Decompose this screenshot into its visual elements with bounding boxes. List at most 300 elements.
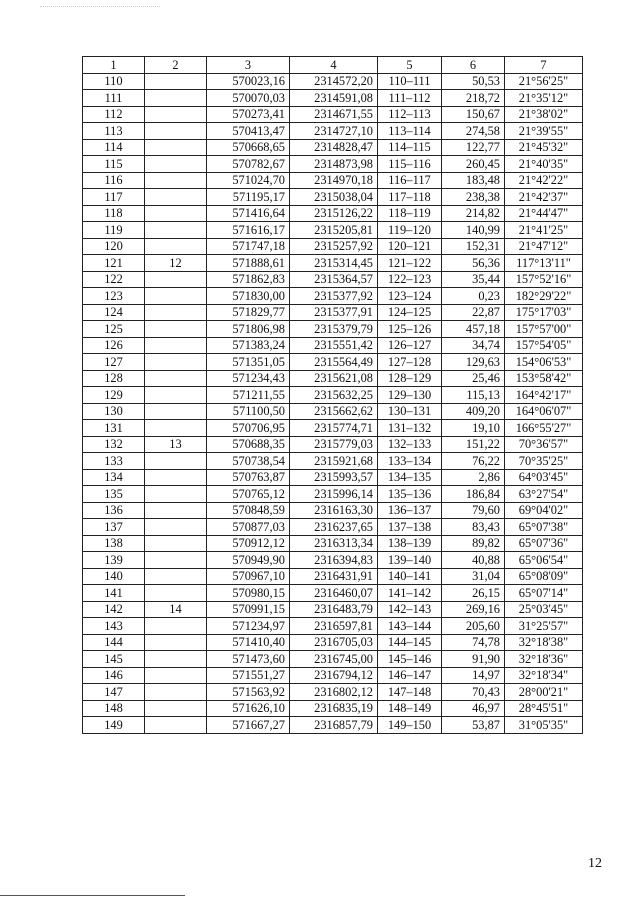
table-row [83,667,583,684]
cell-point-number: 146 [83,667,145,684]
cell-x-coordinate: 571551,27 [207,667,290,684]
cell-x-coordinate: 570413,47 [207,123,290,140]
cell-direction-angle: 21°47'12" [505,238,583,255]
cell-x-coordinate: 571351,05 [207,354,290,371]
cell-length: 91,90 [442,651,505,668]
cell-x-coordinate: 570967,10 [207,568,290,585]
cell-section-number [145,667,207,684]
cell-point-number: 120 [83,238,145,255]
cell-direction-angle: 21°39'55" [505,123,583,140]
cell-point-number: 126 [83,337,145,354]
cell-length: 214,82 [442,205,505,222]
table-row [83,717,583,734]
table-row [83,370,583,387]
cell-x-coordinate: 571862,83 [207,271,290,288]
cell-section-number [145,205,207,222]
cell-y-coordinate: 2315377,91 [290,304,378,321]
cell-point-number: 124 [83,304,145,321]
cell-length: 2,86 [442,469,505,486]
table-row [83,568,583,585]
cell-y-coordinate: 2314873,98 [290,156,378,173]
table-row [83,387,583,404]
cell-section-number [145,717,207,734]
cell-y-coordinate: 2316835,19 [290,700,378,717]
cell-point-number: 139 [83,552,145,569]
cell-direction-angle: 32°18'34" [505,667,583,684]
cell-section-number [145,519,207,536]
cell-direction-angle: 153°58'42" [505,370,583,387]
header-row [83,57,583,74]
cell-segment: 132–133 [378,436,442,453]
table-row [83,172,583,189]
cell-length: 19,10 [442,420,505,437]
cell-segment: 127–128 [378,354,442,371]
table-row [83,420,583,437]
cell-direction-angle: 157°52'16" [505,271,583,288]
cell-y-coordinate: 2316745,00 [290,651,378,668]
cell-segment: 131–132 [378,420,442,437]
cell-point-number: 128 [83,370,145,387]
table-row [83,700,583,717]
cell-segment: 136–137 [378,502,442,519]
cell-length: 151,22 [442,436,505,453]
table-row [83,453,583,470]
cell-section-number [145,222,207,239]
cell-segment: 116–117 [378,172,442,189]
cell-direction-angle: 70°35'25" [505,453,583,470]
cell-length: 14,97 [442,667,505,684]
cell-point-number: 129 [83,387,145,404]
cell-direction-angle: 154°06'53" [505,354,583,371]
cell-section-number [145,634,207,651]
cell-y-coordinate: 2315621,08 [290,370,378,387]
cell-section-number [145,486,207,503]
cell-x-coordinate: 570980,15 [207,585,290,602]
cell-length: 122,77 [442,139,505,156]
cell-segment: 137–138 [378,519,442,536]
cell-length: 457,18 [442,321,505,338]
cell-point-number: 136 [83,502,145,519]
cell-section-number [145,189,207,206]
cell-point-number: 125 [83,321,145,338]
cell-x-coordinate: 571473,60 [207,651,290,668]
cell-length: 70,43 [442,684,505,701]
cell-y-coordinate: 2314572,20 [290,73,378,90]
cell-section-number [145,684,207,701]
cell-length: 238,38 [442,189,505,206]
cell-y-coordinate: 2315921,68 [290,453,378,470]
cell-section-number [145,700,207,717]
cell-point-number: 122 [83,271,145,288]
cell-length: 31,04 [442,568,505,585]
cell-point-number: 135 [83,486,145,503]
cell-length: 76,22 [442,453,505,470]
header-cell-x: 3 [207,57,290,74]
cell-y-coordinate: 2314828,47 [290,139,378,156]
table-row [83,73,583,90]
cell-segment: 129–130 [378,387,442,404]
cell-segment: 111–112 [378,90,442,107]
cell-x-coordinate: 571563,92 [207,684,290,701]
cell-x-coordinate: 570912,12 [207,535,290,552]
cell-section-number [145,354,207,371]
table-row [83,684,583,701]
cell-direction-angle: 32°18'36" [505,651,583,668]
cell-y-coordinate: 2315662,62 [290,403,378,420]
cell-section-number [145,469,207,486]
cell-y-coordinate: 2315564,49 [290,354,378,371]
cell-y-coordinate: 2315377,92 [290,288,378,305]
cell-x-coordinate: 571616,17 [207,222,290,239]
cell-point-number: 115 [83,156,145,173]
cell-point-number: 121 [83,255,145,272]
cell-segment: 112–113 [378,106,442,123]
cell-point-number: 123 [83,288,145,305]
cell-segment: 139–140 [378,552,442,569]
cell-segment: 142–143 [378,601,442,618]
cell-section-number [145,288,207,305]
cell-x-coordinate: 571195,17 [207,189,290,206]
cell-direction-angle: 164°06'07" [505,403,583,420]
cell-x-coordinate: 571806,98 [207,321,290,338]
cell-direction-angle: 65°07'38" [505,519,583,536]
cell-length: 50,53 [442,73,505,90]
table-row [83,90,583,107]
cell-segment: 128–129 [378,370,442,387]
cell-point-number: 111 [83,90,145,107]
cell-length: 56,36 [442,255,505,272]
cell-segment: 120–121 [378,238,442,255]
cell-y-coordinate: 2314970,18 [290,172,378,189]
cell-point-number: 117 [83,189,145,206]
cell-direction-angle: 157°57'00" [505,321,583,338]
cell-point-number: 142 [83,601,145,618]
table-row [83,502,583,519]
cell-length: 115,13 [442,387,505,404]
cell-section-number [145,568,207,585]
cell-x-coordinate: 571383,24 [207,337,290,354]
table-row [83,288,583,305]
table-row [83,469,583,486]
cell-section-number [145,403,207,420]
cell-length: 74,78 [442,634,505,651]
cell-direction-angle: 175°17'03" [505,304,583,321]
cell-direction-angle: 25°03'45" [505,601,583,618]
cell-y-coordinate: 2315996,14 [290,486,378,503]
cell-section-number [145,618,207,635]
cell-length: 260,45 [442,156,505,173]
cell-segment: 118–119 [378,205,442,222]
cell-direction-angle: 28°00'21" [505,684,583,701]
cell-point-number: 140 [83,568,145,585]
cell-direction-angle: 63°27'54" [505,486,583,503]
cell-section-number [145,106,207,123]
table-header [83,57,583,74]
cell-segment: 117–118 [378,189,442,206]
cell-point-number: 141 [83,585,145,602]
table-row [83,123,583,140]
cell-direction-angle: 21°45'32" [505,139,583,156]
cell-segment: 122–123 [378,271,442,288]
cell-x-coordinate: 571829,77 [207,304,290,321]
cell-x-coordinate: 570877,03 [207,519,290,536]
cell-direction-angle: 69°04'02" [505,502,583,519]
cell-y-coordinate: 2315314,45 [290,255,378,272]
cell-section-number: 13 [145,436,207,453]
cell-y-coordinate: 2316802,12 [290,684,378,701]
cell-y-coordinate: 2315774,71 [290,420,378,437]
cell-segment: 140–141 [378,568,442,585]
cell-length: 53,87 [442,717,505,734]
cell-x-coordinate: 571024,70 [207,172,290,189]
cell-section-number [145,73,207,90]
cell-x-coordinate: 570023,16 [207,73,290,90]
cell-section-number [145,387,207,404]
table-row [83,552,583,569]
cell-point-number: 144 [83,634,145,651]
table-row [83,238,583,255]
cell-y-coordinate: 2316237,65 [290,519,378,536]
table-row [83,519,583,536]
cell-point-number: 127 [83,354,145,371]
cell-direction-angle: 21°41'25" [505,222,583,239]
cell-length: 83,43 [442,519,505,536]
cell-length: 205,60 [442,618,505,635]
cell-point-number: 110 [83,73,145,90]
cell-x-coordinate: 570706,95 [207,420,290,437]
cell-point-number: 119 [83,222,145,239]
cell-direction-angle: 21°42'22" [505,172,583,189]
table-body [83,73,583,733]
cell-x-coordinate: 571888,61 [207,255,290,272]
cell-x-coordinate: 570848,59 [207,502,290,519]
cell-y-coordinate: 2315205,81 [290,222,378,239]
cell-length: 186,84 [442,486,505,503]
cell-segment: 113–114 [378,123,442,140]
cell-direction-angle: 31°25'57" [505,618,583,635]
cell-segment: 147–148 [378,684,442,701]
cell-length: 0,23 [442,288,505,305]
cell-segment: 141–142 [378,585,442,602]
cell-y-coordinate: 2315779,03 [290,436,378,453]
cell-point-number: 130 [83,403,145,420]
cell-point-number: 131 [83,420,145,437]
cell-segment: 115–116 [378,156,442,173]
table-row [83,436,583,453]
cell-x-coordinate: 570688,35 [207,436,290,453]
cell-segment: 149–150 [378,717,442,734]
cell-point-number: 143 [83,618,145,635]
cell-x-coordinate: 571100,50 [207,403,290,420]
cell-x-coordinate: 571667,27 [207,717,290,734]
cell-y-coordinate: 2316483,79 [290,601,378,618]
cell-y-coordinate: 2315379,79 [290,321,378,338]
table-row [83,106,583,123]
cell-segment: 133–134 [378,453,442,470]
cell-length: 150,67 [442,106,505,123]
cell-length: 79,60 [442,502,505,519]
cell-x-coordinate: 570273,41 [207,106,290,123]
cell-y-coordinate: 2316794,12 [290,667,378,684]
cell-point-number: 145 [83,651,145,668]
cell-length: 25,46 [442,370,505,387]
cell-x-coordinate: 570765,12 [207,486,290,503]
cell-segment: 119–120 [378,222,442,239]
cell-y-coordinate: 2316597,81 [290,618,378,635]
cell-section-number [145,585,207,602]
cell-y-coordinate: 2315551,42 [290,337,378,354]
table-row [83,304,583,321]
cell-section-number [145,238,207,255]
cell-length: 183,48 [442,172,505,189]
cell-direction-angle: 32°18'38" [505,634,583,651]
cell-direction-angle: 21°42'37" [505,189,583,206]
cell-direction-angle: 31°05'35" [505,717,583,734]
cell-length: 140,99 [442,222,505,239]
cell-y-coordinate: 2314591,08 [290,90,378,107]
cell-direction-angle: 157°54'05" [505,337,583,354]
cell-section-number [145,502,207,519]
cell-x-coordinate: 570070,03 [207,90,290,107]
cell-y-coordinate: 2315632,25 [290,387,378,404]
cell-segment: 110–111 [378,73,442,90]
cell-direction-angle: 64°03'45" [505,469,583,486]
cell-direction-angle: 117°13'11" [505,255,583,272]
cell-x-coordinate: 571234,97 [207,618,290,635]
cell-segment: 126–127 [378,337,442,354]
cell-section-number [145,90,207,107]
cell-section-number [145,535,207,552]
cell-x-coordinate: 571416,64 [207,205,290,222]
coordinates-table [82,56,583,734]
cell-length: 129,63 [442,354,505,371]
header-cell-section: 2 [145,57,207,74]
cell-x-coordinate: 571410,40 [207,634,290,651]
cell-direction-angle: 28°45'51" [505,700,583,717]
table-row [83,354,583,371]
cell-length: 34,74 [442,337,505,354]
cell-length: 22,87 [442,304,505,321]
cell-segment: 134–135 [378,469,442,486]
cell-y-coordinate: 2315126,22 [290,205,378,222]
cell-segment: 130–131 [378,403,442,420]
cell-x-coordinate: 571747,18 [207,238,290,255]
cell-y-coordinate: 2316857,79 [290,717,378,734]
cell-segment: 138–139 [378,535,442,552]
cell-section-number [145,304,207,321]
table-row [83,271,583,288]
table-row [83,139,583,156]
table-row [83,189,583,206]
table-row [83,651,583,668]
header-cell-point: 1 [83,57,145,74]
cell-direction-angle: 164°42'17" [505,387,583,404]
cell-y-coordinate: 2316313,34 [290,535,378,552]
cell-x-coordinate: 571830,00 [207,288,290,305]
cell-point-number: 118 [83,205,145,222]
table-row [83,618,583,635]
cell-x-coordinate: 571211,55 [207,387,290,404]
cell-section-number: 12 [145,255,207,272]
cell-length: 409,20 [442,403,505,420]
cell-point-number: 137 [83,519,145,536]
cell-y-coordinate: 2316163,30 [290,502,378,519]
cell-direction-angle: 65°07'36" [505,535,583,552]
cell-segment: 146–147 [378,667,442,684]
cell-y-coordinate: 2316705,03 [290,634,378,651]
cell-section-number: 14 [145,601,207,618]
cell-direction-angle: 65°06'54" [505,552,583,569]
cell-section-number [145,172,207,189]
cell-direction-angle: 21°40'35" [505,156,583,173]
cell-direction-angle: 21°44'47" [505,205,583,222]
cell-length: 274,58 [442,123,505,140]
cell-section-number [145,651,207,668]
cell-point-number: 149 [83,717,145,734]
cell-length: 35,44 [442,271,505,288]
header-cell-segment: 5 [378,57,442,74]
cell-segment: 121–122 [378,255,442,272]
cell-x-coordinate: 570668,65 [207,139,290,156]
cell-segment: 145–146 [378,651,442,668]
cell-point-number: 132 [83,436,145,453]
cell-point-number: 148 [83,700,145,717]
cell-y-coordinate: 2316431,91 [290,568,378,585]
cell-segment: 114–115 [378,139,442,156]
cell-y-coordinate: 2315038,04 [290,189,378,206]
table-row [83,601,583,618]
cell-direction-angle: 21°35'12" [505,90,583,107]
cell-point-number: 134 [83,469,145,486]
cell-point-number: 112 [83,106,145,123]
table-row [83,486,583,503]
cell-section-number [145,271,207,288]
table-row [83,205,583,222]
cell-section-number [145,337,207,354]
header-cell-length: 6 [442,57,505,74]
cell-length: 89,82 [442,535,505,552]
cell-length: 152,31 [442,238,505,255]
cell-length: 269,16 [442,601,505,618]
header-cell-angle: 7 [505,57,583,74]
cell-segment: 144–145 [378,634,442,651]
cell-x-coordinate: 570763,87 [207,469,290,486]
scan-artifact [40,6,160,9]
cell-point-number: 147 [83,684,145,701]
cell-length: 46,97 [442,700,505,717]
cell-section-number [145,370,207,387]
cell-direction-angle: 21°56'25" [505,73,583,90]
cell-section-number [145,123,207,140]
cell-point-number: 138 [83,535,145,552]
table-row [83,585,583,602]
cell-section-number [145,420,207,437]
cell-x-coordinate: 570949,90 [207,552,290,569]
cell-length: 26,15 [442,585,505,602]
cell-direction-angle: 65°08'09" [505,568,583,585]
table-row [83,255,583,272]
cell-point-number: 113 [83,123,145,140]
cell-x-coordinate: 571626,10 [207,700,290,717]
cell-x-coordinate: 571234,43 [207,370,290,387]
cell-x-coordinate: 570782,67 [207,156,290,173]
cell-y-coordinate: 2315364,57 [290,271,378,288]
cell-direction-angle: 70°36'57" [505,436,583,453]
cell-section-number [145,156,207,173]
cell-direction-angle: 21°38'02" [505,106,583,123]
table-row [83,156,583,173]
cell-y-coordinate: 2314727,10 [290,123,378,140]
